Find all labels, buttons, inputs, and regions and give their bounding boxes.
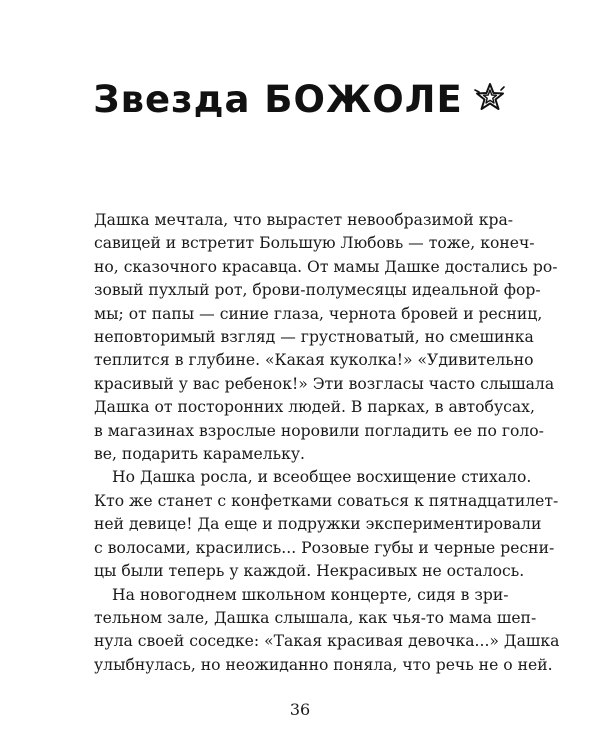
text-line: Но Дашка росла, и всеобщее восхищение стихало. bbox=[112, 468, 532, 487]
page-number: 36 bbox=[289, 700, 311, 719]
chapter-header bbox=[0, 78, 600, 121]
text-line: зовый пухлый рот, брови-полумесяцы идеальной фор- bbox=[94, 281, 541, 300]
chapter-title: Звезда БОЖОЛЕ bbox=[93, 78, 463, 121]
text-line: красивый у вас ребенок!» Эти возгласы часто слышала bbox=[94, 374, 555, 393]
text-line: нула своей соседке: «Такая красивая девочка...» Дашка bbox=[94, 632, 560, 651]
text-line: цы были теперь у каждой. Некрасивых не осталось. bbox=[94, 562, 525, 581]
text-line: в магазинах взрослые норовили погладить ее по голо- bbox=[94, 421, 544, 440]
star-icon bbox=[473, 82, 507, 112]
text-line: теплится в глубине. «Какая куколка!» «Удивительно bbox=[94, 351, 534, 370]
text-line: неповторимый взгляд — грустноватый, но смешинка bbox=[94, 328, 534, 347]
text-line: но, сказочного красавца. От мамы Дашке достались ро- bbox=[94, 257, 558, 276]
text-line: улыбнулась, но неожиданно поняла, что речь не о ней. bbox=[94, 655, 553, 674]
text-line: с волосами, красились... Розовые губы и черные ресни- bbox=[94, 538, 555, 557]
paragraph bbox=[94, 584, 560, 678]
text-line: тельном зале, Дашка слышала, как чья-то мама шеп- bbox=[94, 608, 537, 627]
text-line: Кто же станет с конфетками соваться к пятнадцатилет- bbox=[94, 491, 559, 510]
body-text bbox=[94, 209, 560, 677]
paragraph bbox=[94, 209, 558, 466]
text-line: ней девице! Да еще и подружки экспериментировали bbox=[94, 515, 542, 534]
text-line: савицей и встретит Большую Любовь — тоже, конеч- bbox=[94, 234, 535, 253]
text-line: На новогоднем школьном концерте, сидя в зри- bbox=[112, 585, 509, 604]
text-line: Дашка мечтала, что вырастет невообразимой кра- bbox=[94, 211, 514, 229]
text-line: ве, подарить карамельку. bbox=[94, 445, 306, 464]
text-line: Дашка от посторонних людей. В парках, в автобусах, bbox=[94, 398, 535, 417]
paragraph bbox=[94, 466, 559, 583]
text-line: мы; от папы — синие глаза, чернота бровей и ресниц, bbox=[94, 304, 543, 323]
